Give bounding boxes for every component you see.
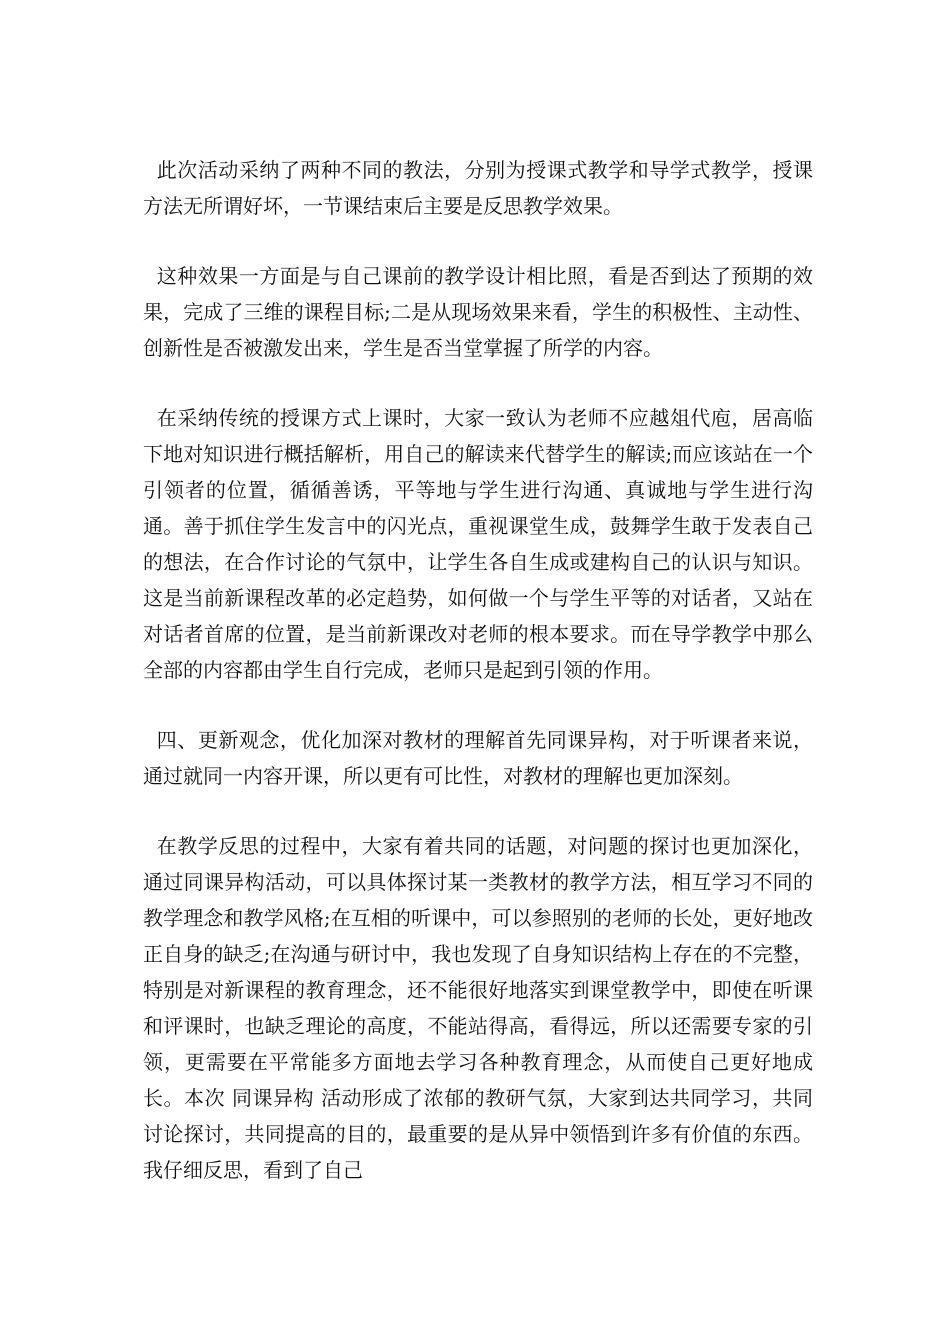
- paragraph-4: 四、更新观念，优化加深对教材的理解首先同课异构，对于听课者来说，通过就同一内容开课，所以更有可比性，对教材的理解也更加深刻。: [143, 728, 813, 788]
- paragraph-1: 此次活动采纳了两种不同的教法，分别为授课式教学和导学式教学，授课方法无所谓好坏，一节课结束后主要是反思教学效果。: [143, 158, 813, 218]
- document-body: [143, 152, 813, 1188]
- paragraph-5: 在教学反思的过程中，大家有着共同的话题，对问题的探讨也更加深化，通过同课异构活动，可以具体探讨某一类教材的教学方法，相互学习不同的教学理念和教学风格;在互相的听课中，可以参照别的老师的长处，更好地改正自身的缺乏;在沟通与研讨中，我也发现了自身知识结构上存在的不完整，特别是对新课程的教育理念，还不能很好地落实到课堂教学中，即使在听课和评课时，也缺乏理论的高度，不能站得高，看得远，所以还需要专家的引领，更需要在平常能多方面地去学习各种教育理念，从而使自己更好地成长。本次 同课异构 活动形成了浓郁的教研气氛，大家到达共同学习，共同讨论探讨，共同提高的目的，最重要的是从异中领悟到许多有价值的东西。我仔细反思，看到了自己: [143, 834, 813, 1182]
- paragraph-3: 在采纳传统的授课方式上课时，大家一致认为老师不应越俎代庖，居高临下地对知识进行概括解析，用自己的解读来代替学生的解读;而应该站在一个引领者的位置，循循善诱，平等地与学生进行沟通、真诚地与学生进行沟通。善于抓住学生发言中的闪光点，重视课堂生成，鼓舞学生敢于发表自己的想法，在合作讨论的气氛中，让学生各自生成或建构自己的认识与知识。这是当前新课程改革的必定趋势，如何做一个与学生平等的对话者，又站在对话者首席的位置，是当前新课改对老师的根本要求。而在导学教学中那么全部的内容都由学生自行完成，老师只是起到引领的作用。: [143, 406, 813, 682]
- paragraph-2: 这种效果一方面是与自己课前的教学设计相比照，看是否到达了预期的效果，完成了三维的课程目标;二是从现场效果来看，学生的积极性、主动性、创新性是否被激发出来，学生是否当堂掌握了所学的内容。: [143, 264, 813, 360]
